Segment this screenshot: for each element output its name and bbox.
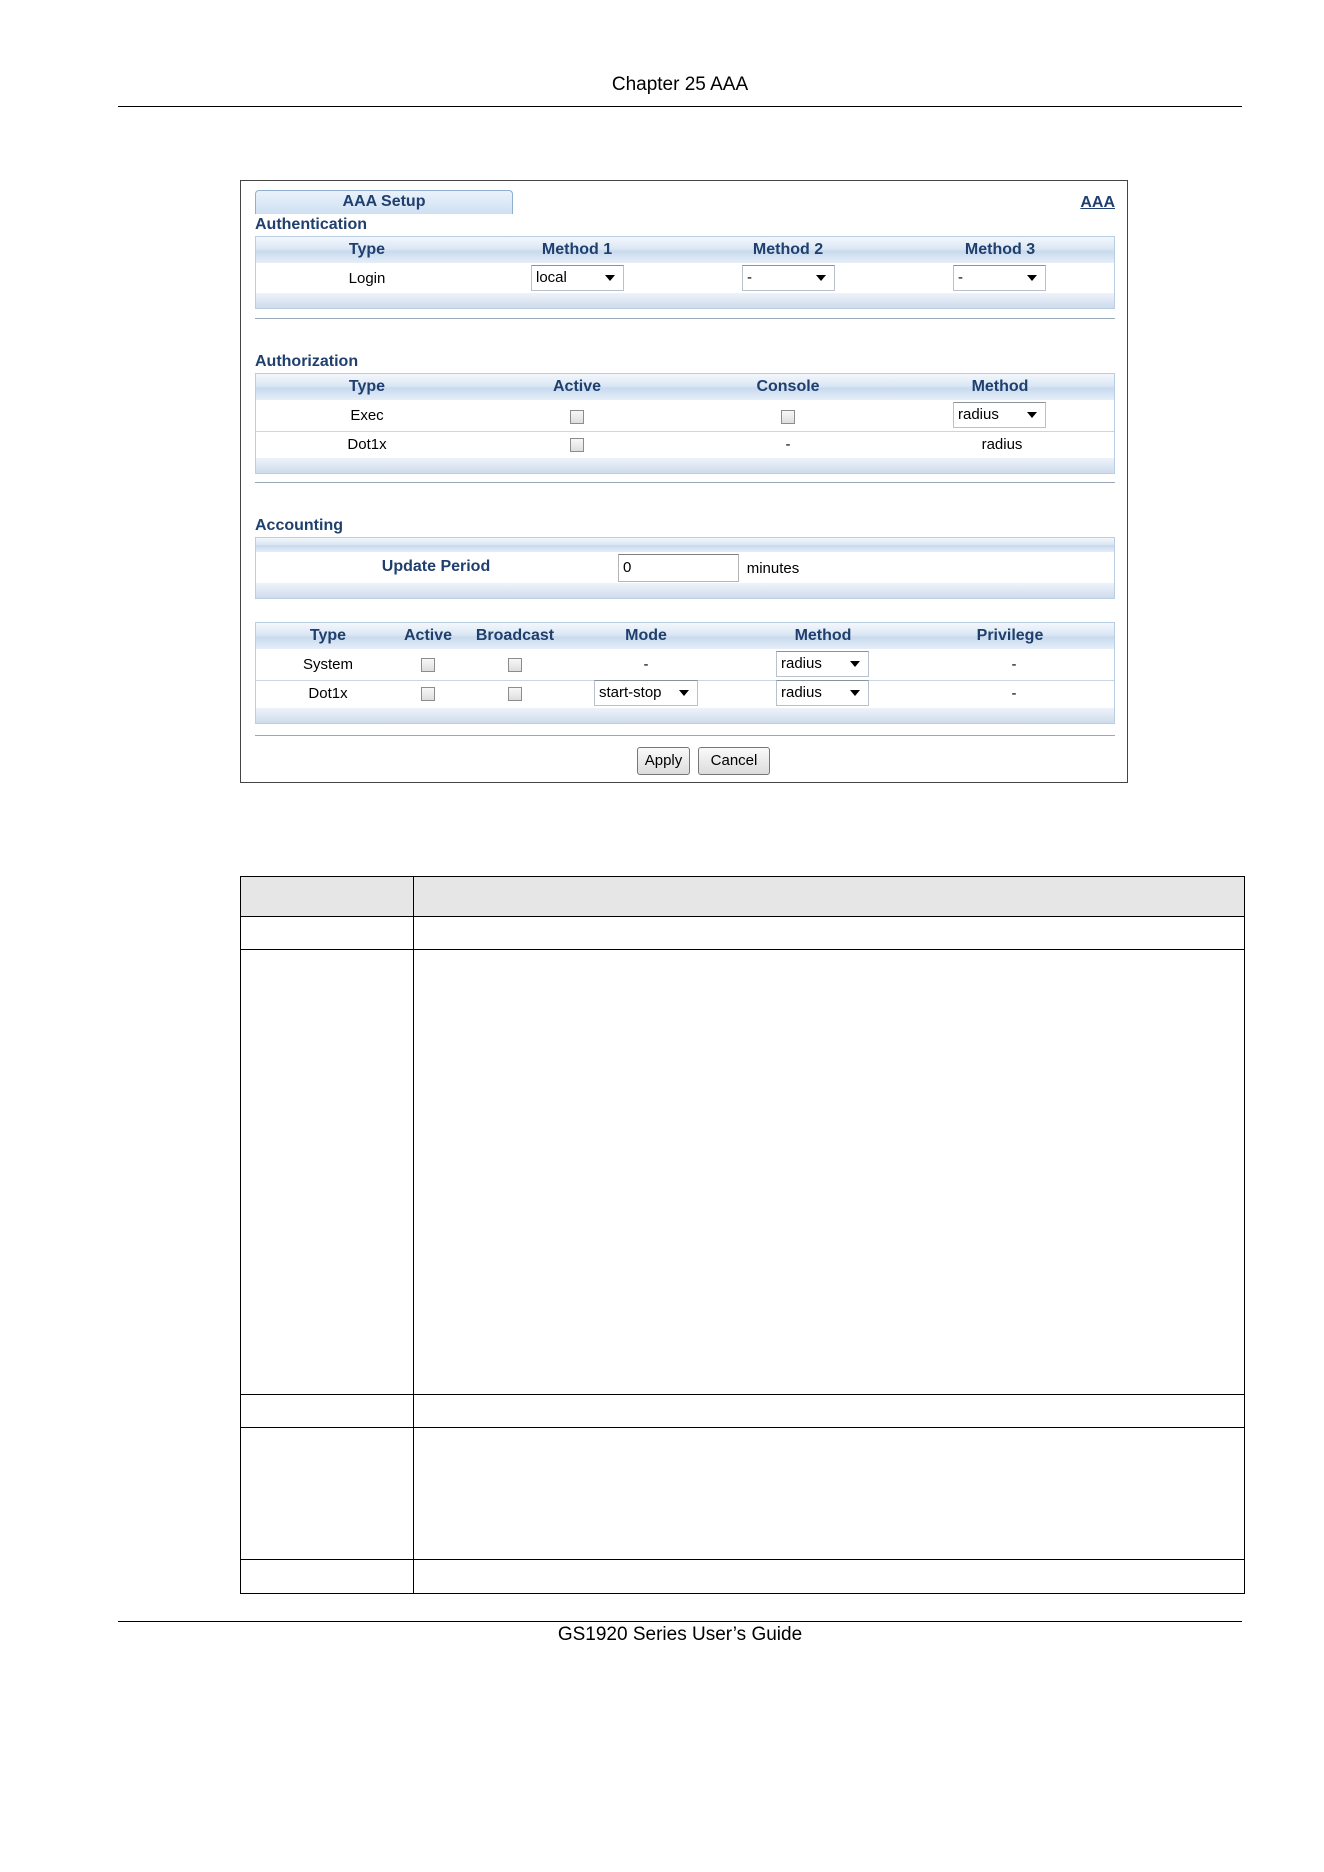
field-description-table bbox=[240, 876, 1245, 1594]
aaa-link[interactable]: AAA bbox=[1080, 194, 1115, 211]
update-period-label: Update Period bbox=[381, 558, 491, 575]
column-header-method-1: Method 1 bbox=[541, 241, 613, 258]
column-header-type: Type bbox=[348, 241, 386, 258]
row-divider bbox=[241, 949, 1244, 950]
column-header-method: Method bbox=[971, 378, 1029, 395]
update-period-input[interactable]: 0 bbox=[618, 554, 739, 582]
apply-button[interactable]: Apply bbox=[637, 747, 690, 775]
authentication-header bbox=[256, 237, 1114, 263]
authorization-row-type-exec: Exec bbox=[350, 407, 384, 424]
exec-active-checkbox[interactable] bbox=[570, 410, 584, 424]
accounting-row-type-dot1x: Dot1x bbox=[308, 685, 348, 702]
authorization-row-type-dot1x: Dot1x bbox=[347, 436, 387, 453]
dot1x-accounting-method-select[interactable] bbox=[776, 680, 869, 706]
column-header-type: Type bbox=[309, 627, 347, 644]
table-footer-bar bbox=[256, 708, 1114, 723]
system-method-select[interactable] bbox=[776, 651, 869, 677]
description-table-header bbox=[241, 877, 1244, 917]
method-3-select[interactable] bbox=[953, 265, 1046, 291]
method-1-value: local bbox=[536, 269, 567, 286]
column-header-broadcast: Broadcast bbox=[475, 627, 555, 644]
exec-method-value: radius bbox=[958, 406, 999, 423]
exec-console-checkbox[interactable] bbox=[781, 410, 795, 424]
column-header-method: Method bbox=[794, 627, 852, 644]
table-footer-bar bbox=[256, 458, 1114, 473]
accounting-row-type-system: System bbox=[302, 656, 354, 673]
section-divider bbox=[255, 318, 1115, 319]
authorization-header bbox=[256, 374, 1114, 400]
section-divider bbox=[255, 735, 1115, 736]
authorization-title: Authorization bbox=[255, 353, 359, 370]
chevron-down-icon bbox=[816, 275, 826, 281]
column-header-console: Console bbox=[756, 378, 820, 395]
system-broadcast-checkbox[interactable] bbox=[508, 658, 522, 672]
footer-rule bbox=[118, 1621, 1242, 1622]
chevron-down-icon bbox=[850, 661, 860, 667]
column-header-mode: Mode bbox=[625, 627, 667, 644]
accounting-header bbox=[256, 623, 1114, 649]
dot1x-active-checkbox[interactable] bbox=[570, 438, 584, 452]
authentication-title: Authentication bbox=[255, 216, 367, 233]
chevron-down-icon bbox=[679, 690, 689, 696]
system-active-checkbox[interactable] bbox=[421, 658, 435, 672]
section-divider bbox=[255, 482, 1115, 483]
dot1x-mode-select[interactable] bbox=[594, 680, 698, 706]
dot1x-console-value: - bbox=[785, 436, 791, 453]
chevron-down-icon bbox=[605, 275, 615, 281]
method-3-value: - bbox=[958, 269, 963, 286]
dot1x-privilege-value: - bbox=[1011, 685, 1017, 702]
column-header-active: Active bbox=[403, 627, 453, 644]
chevron-down-icon bbox=[850, 690, 860, 696]
column-header-method-2: Method 2 bbox=[752, 241, 824, 258]
chevron-down-icon bbox=[1027, 275, 1037, 281]
update-period-table bbox=[255, 537, 1115, 599]
aaa-setup-screen bbox=[240, 180, 1128, 783]
column-header-privilege: Privilege bbox=[976, 627, 1044, 644]
dot1x-mode-value: start-stop bbox=[599, 684, 662, 701]
system-mode-value: - bbox=[643, 656, 649, 673]
dot1x-accounting-method-value: radius bbox=[781, 684, 822, 701]
row-divider bbox=[241, 1427, 1244, 1428]
row-divider bbox=[241, 1394, 1244, 1395]
auth-row-type: Login bbox=[348, 270, 386, 287]
method-2-value: - bbox=[747, 269, 752, 286]
cancel-button[interactable]: Cancel bbox=[698, 747, 770, 775]
dot1x-method-value: radius bbox=[981, 436, 1023, 453]
column-header-method-3: Method 3 bbox=[964, 241, 1036, 258]
row-divider bbox=[256, 431, 1114, 432]
column-header-type: Type bbox=[348, 378, 386, 395]
authentication-table bbox=[255, 236, 1115, 309]
table-header-bar bbox=[256, 538, 1114, 552]
page-header: Chapter 25 AAA bbox=[611, 74, 749, 95]
table-footer-bar bbox=[256, 583, 1114, 598]
header-rule bbox=[118, 106, 1242, 107]
accounting-table bbox=[255, 622, 1115, 724]
authorization-table bbox=[255, 373, 1115, 474]
row-divider bbox=[241, 1559, 1244, 1560]
dot1x-broadcast-checkbox[interactable] bbox=[508, 687, 522, 701]
update-period-unit: minutes bbox=[746, 560, 800, 577]
table-footer-bar bbox=[256, 293, 1114, 308]
tab-aaa-setup[interactable]: AAA Setup bbox=[255, 190, 513, 214]
system-privilege-value: - bbox=[1011, 656, 1017, 673]
accounting-title: Accounting bbox=[255, 517, 343, 534]
dot1x-accounting-active-checkbox[interactable] bbox=[421, 687, 435, 701]
chevron-down-icon bbox=[1027, 412, 1037, 418]
method-2-select[interactable] bbox=[742, 265, 835, 291]
page-footer: GS1920 Series User’s Guide bbox=[557, 1624, 803, 1645]
exec-method-select[interactable] bbox=[953, 402, 1046, 428]
column-divider bbox=[413, 877, 414, 1593]
system-method-value: radius bbox=[781, 655, 822, 672]
column-header-active: Active bbox=[552, 378, 602, 395]
method-1-select[interactable] bbox=[531, 265, 624, 291]
